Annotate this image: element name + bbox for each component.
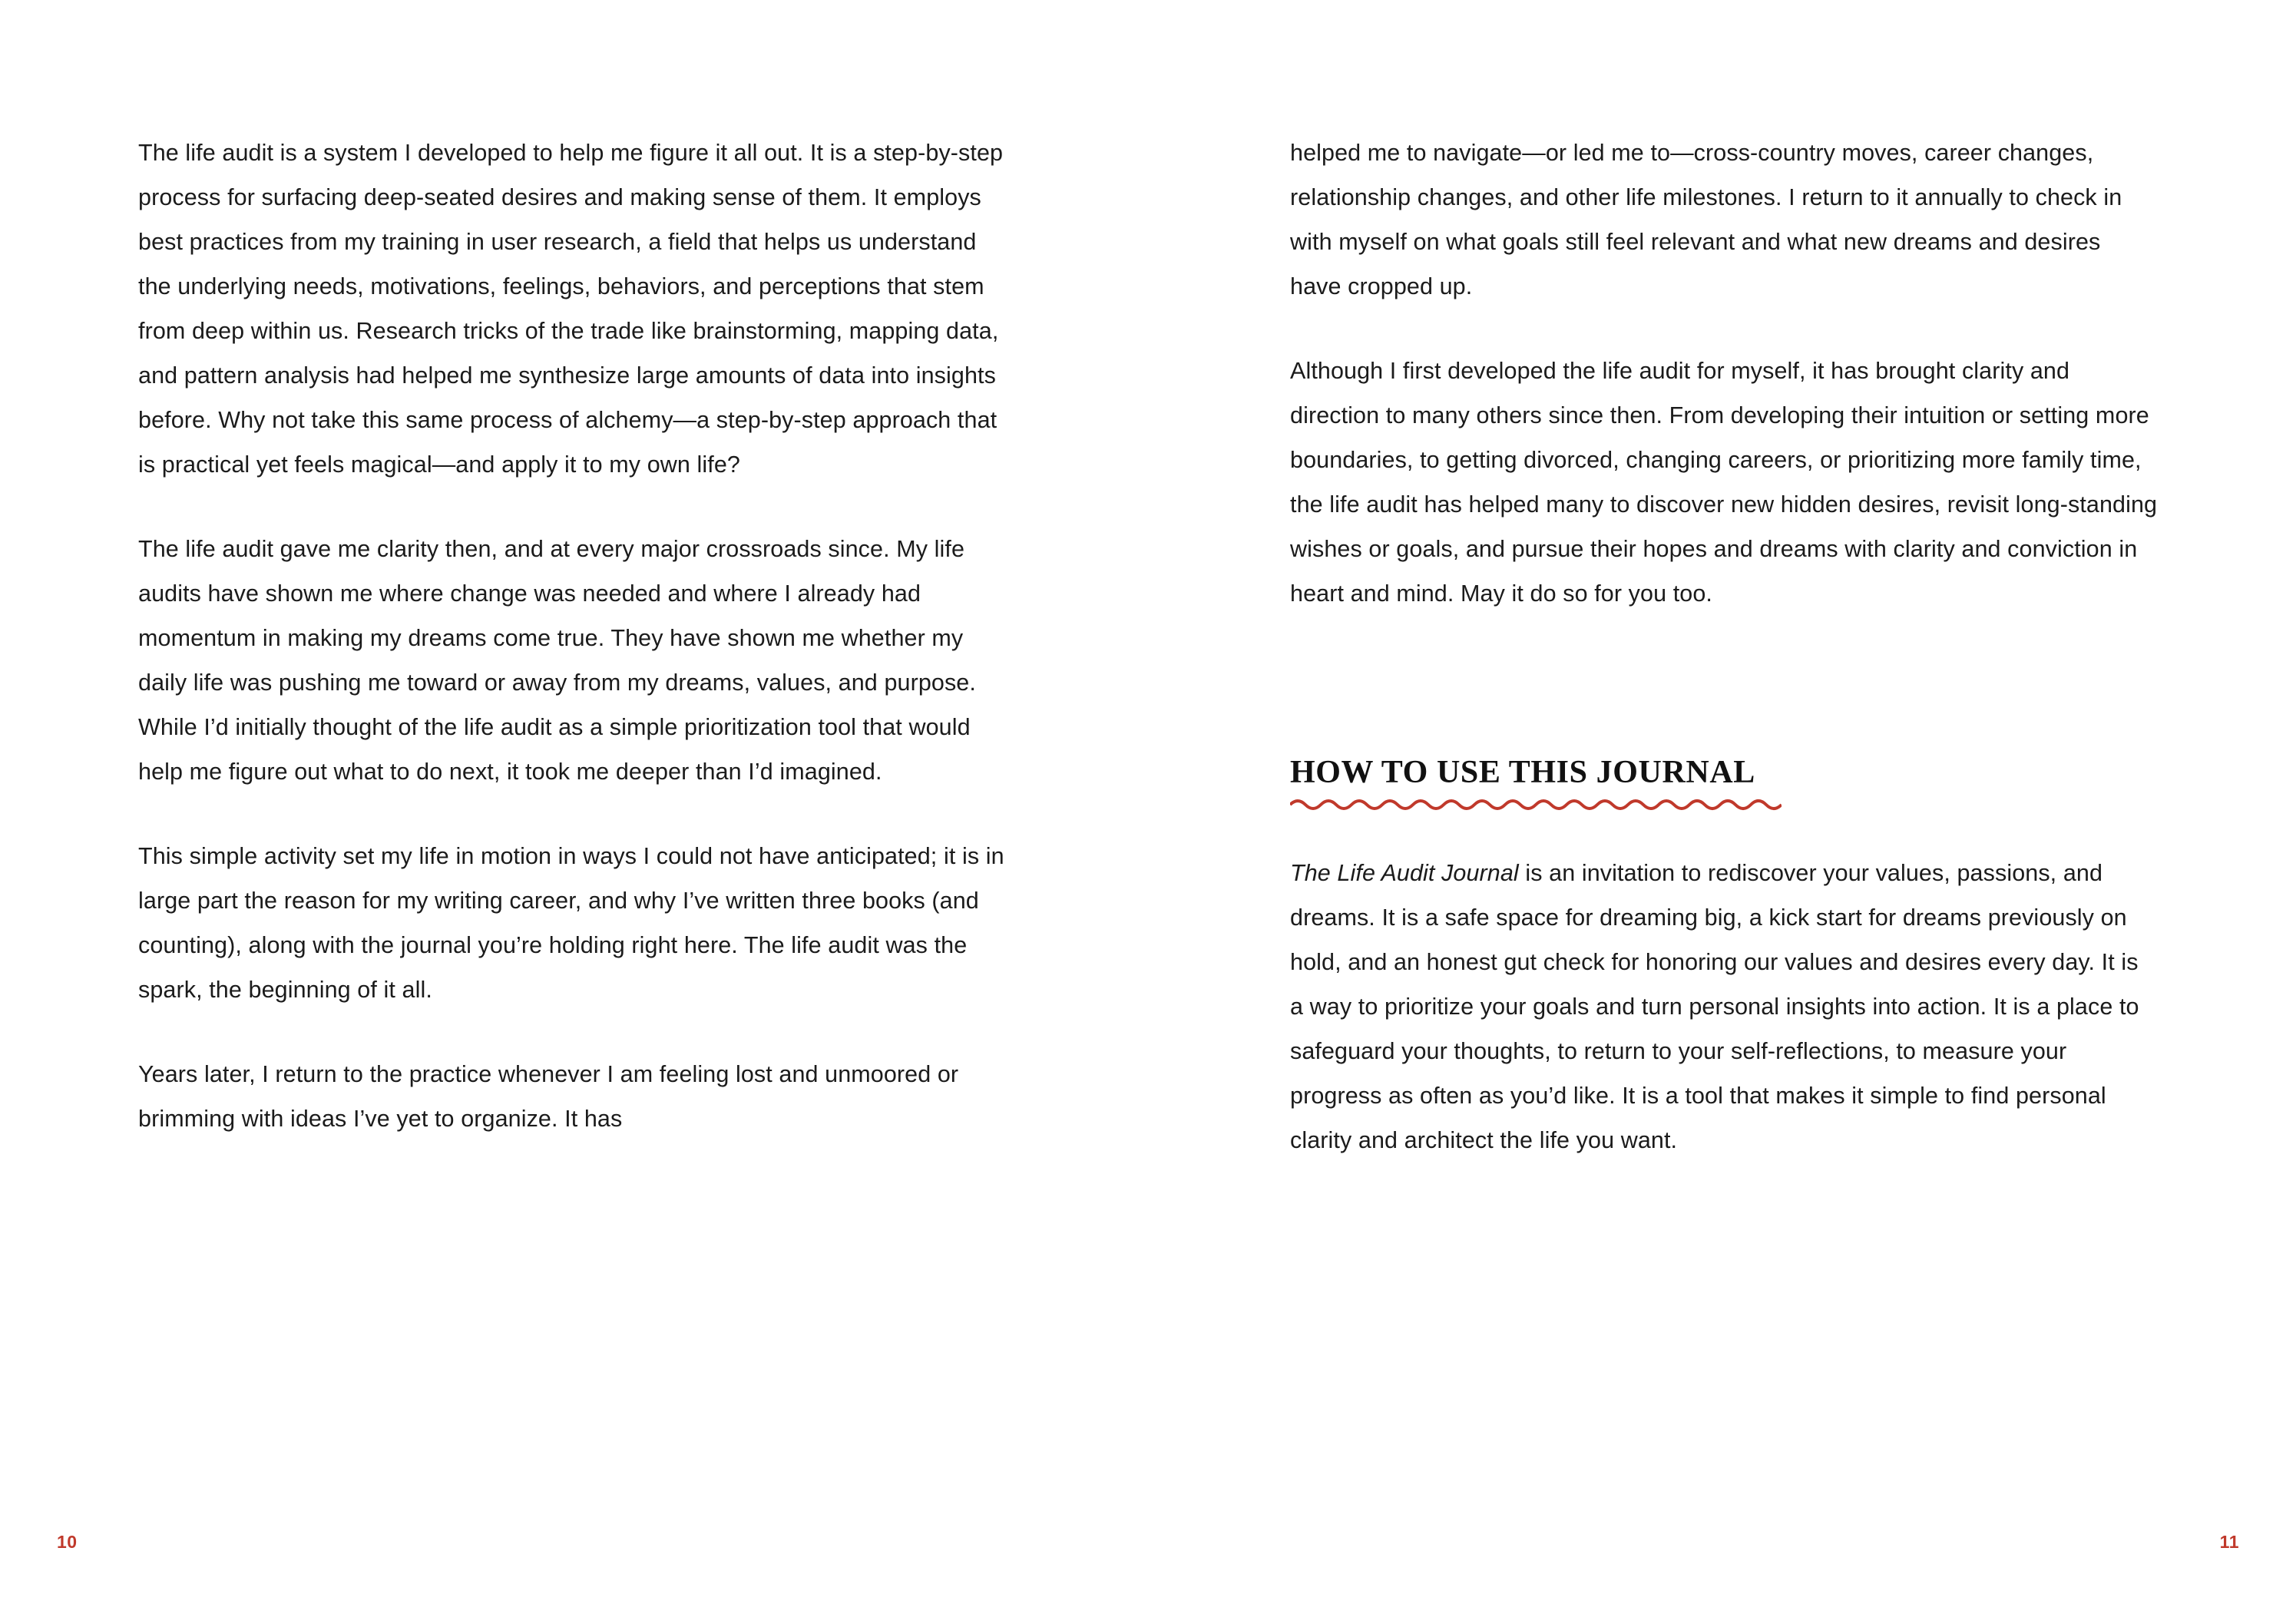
paragraph: This simple activity set my life in motion in ways I could not have anticipated; it is in large part the reason for my writing career, and why I’ve written three books (and counting), along with the journal you’re holding right here. The life audit was the spark, the beginning of it all. (138, 843, 1004, 1003)
paragraph: The life audit is a system I developed to help me figure it all out. It is a step-by-step process for surfacing deep-seated desires and making sense of them. It employs best practices from my training in user research, a field that helps us understand the underlying needs, motivations, feelings, behaviors, and perceptions that stem from deep within us. Research tricks of the trade like brainstorming, mapping data, and pattern analysis had helped me synthesize large amounts of data into insights before. Why not take this same process of alchemy—a step-by-step approach that is practical yet feels magical—and apply it to my own life? (138, 140, 1004, 478)
journal-title: The Life Audit Journal (1290, 860, 1519, 886)
paragraph-with-title (1290, 851, 2158, 1163)
paragraph: Although I first developed the life audit for myself, it has brought clarity and direction to many others since then. From developing their intuition or setting more boundaries, to getting divorced, changing careers, or prioritizing more family time, the life audit has helped many to discover new hidden desires, revisit long-standing wishes or goals, and pursue their hopes and dreams with clarity and conviction in heart and mind. May it do so for you too. (1290, 358, 2158, 607)
paragraph: The life audit gave me clarity then, and at every major crossroads since. My life audits have shown me where change was needed and where I already had momentum in making my dreams come true. They have shown me whether my daily life was pushing me toward or away from my dreams, values, and purpose. While I’d initially thought of the life audit as a simple prioritization tool that would help me figure out what to do next, it took me deeper than I’d imagined. (138, 536, 976, 785)
section-heading: HOW TO USE THIS JOURNAL (1290, 755, 1755, 790)
left-text-column (138, 131, 1006, 1141)
page-number-left: 10 (57, 1532, 78, 1552)
paragraph: Years later, I return to the practice whenever I am feeling lost and unmoored or brimming with ideas I’ve yet to organize. It has (138, 1061, 959, 1132)
right-text-column (1290, 131, 2158, 1163)
paragraph-rest: is an invitation to rediscover your values, passions, and dreams. It is a safe space for dreaming big, a kick start for dreams previously on hold, and an honest gut check for honoring our values and desires every day. It is a way to prioritize your goals and turn personal insights into action. It is a place to safeguard your thoughts, to return to your self-reflections, to measure your progress as often as you’d like. It is a tool that makes it simple to find personal clarity and architect the life you want. (1290, 860, 2139, 1153)
paragraph: helped me to navigate—or led me to—cross-country moves, career changes, relationship changes, and other life milestones. I return to it annually to check in with myself on what goals still feel relevant and what new dreams and desires have cropped up. (1290, 140, 2122, 299)
page-number-right: 11 (2219, 1532, 2239, 1552)
section-heading-block (1290, 754, 1782, 811)
squiggle-underline-icon (1290, 794, 1782, 811)
page-right (1148, 0, 2296, 1614)
